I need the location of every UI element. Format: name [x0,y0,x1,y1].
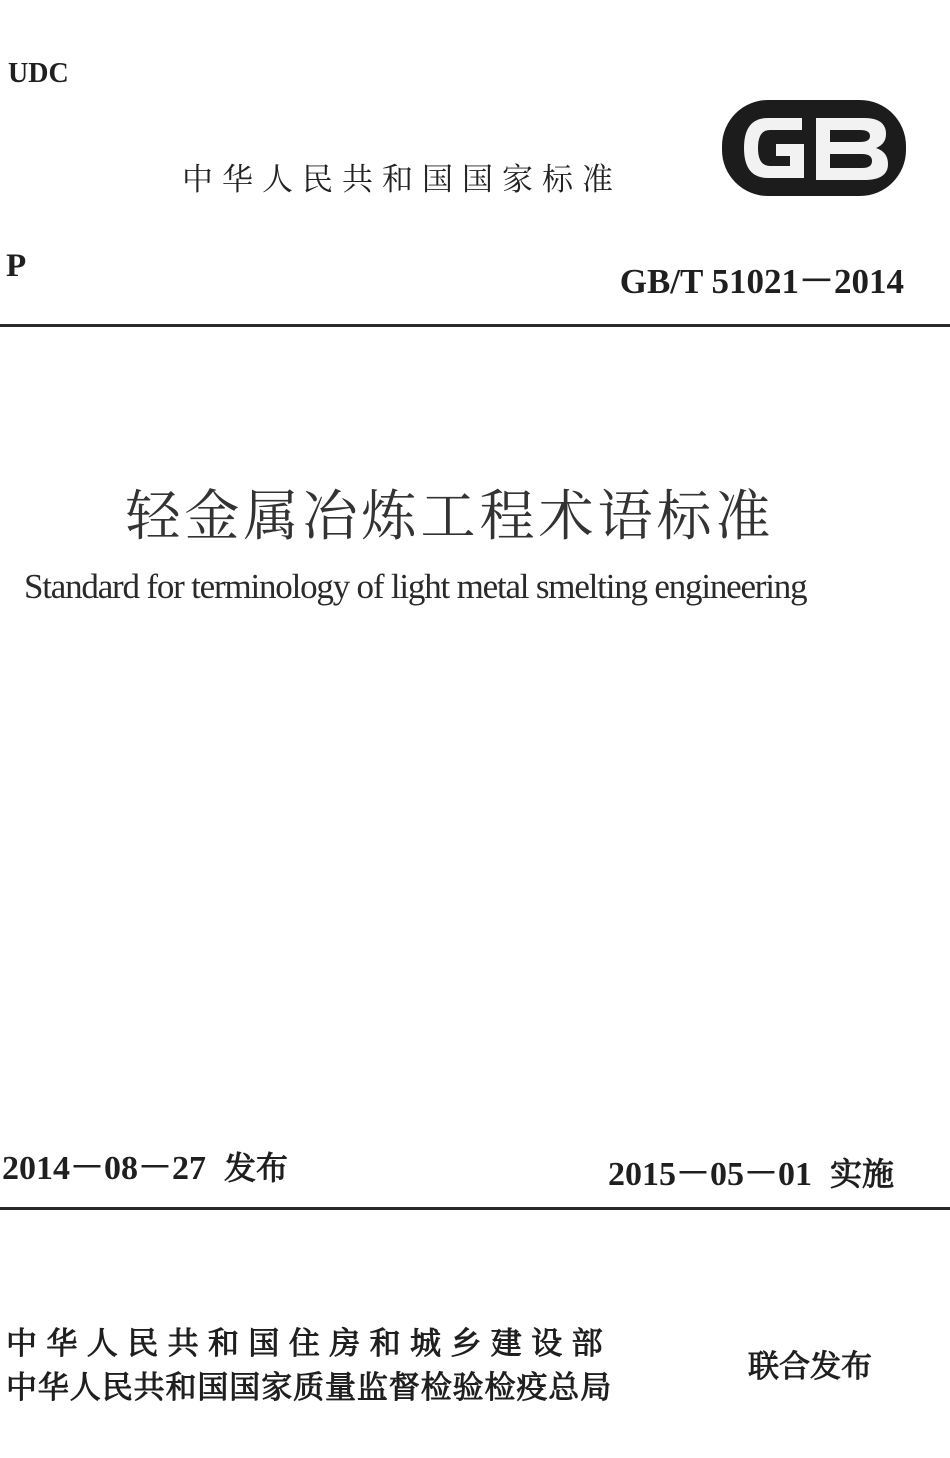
issuer-aqsiq: 中华人民共和国国家质量监督检验检疫总局 [6,1370,613,1406]
classification-code: P [6,248,27,284]
implementation-label: 实施 [829,1155,894,1193]
national-standard-heading: 中华人民共和国国家标准 [182,162,622,198]
gb-logo-icon [718,94,910,204]
joint-publish-label: 联合发布 [748,1349,872,1385]
issue-date-block [2,1140,288,1189]
top-divider [0,324,950,327]
issue-label: 发布 [224,1149,289,1187]
title-english: Standard for terminology of light metal smelting engineering [24,567,807,606]
title-chinese: 轻金属冶炼工程术语标准 [125,484,775,548]
implementation-date-block [608,1146,894,1195]
standard-number: GB/T 51021－2014 [619,262,904,301]
bottom-divider [0,1207,950,1210]
issuer-ministry: 中华人民共和国住房和城乡建设部 [6,1326,612,1362]
issue-date: 2014－08－27 [2,1150,206,1187]
implementation-date: 2015－05－01 [607,1156,812,1193]
gb-logo [718,94,910,204]
udc-label: UDC [8,58,69,89]
